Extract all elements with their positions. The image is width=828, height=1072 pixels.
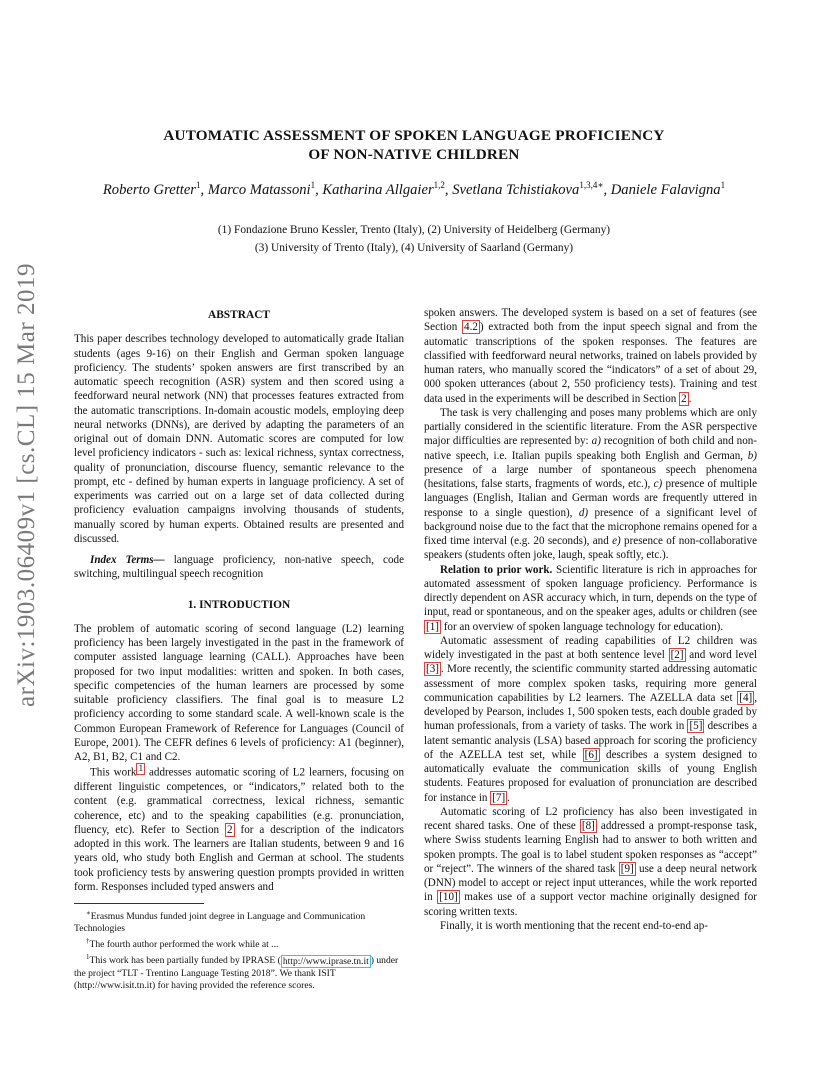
citation-link[interactable]: [3] [426, 663, 439, 676]
affiliation-line-2: (3) University of Trento (Italy), (4) University of Saarland (Germany) [254, 242, 574, 254]
paper-title [100, 126, 728, 164]
abstract-text: This paper describes technology developed to automatically grade Italian students (ages 9-16) on their English and German spoken language proficiency. The students’ spoken answers are first transcribed by an automatic speech recognition (ASR) system and then scored using a feedforward neural network (NN) that processes features extracted from the automatic transcriptions. In-domain acoustic models, employing deep neural networks (DNNs), are derived by adapting the parameters of an original out of domain DNN. Automatic scores are computed for low level proficiency indicators - such as: lexical richness, syntax correctness, quality of pronunciation, discourse fluency, semantic relevance to the prompt, etc - defined by human experts in language proficiency. A set of experiments was carried out on a large set of data collected during proficiency evaluation campaigns involving thousands of students, manually scored by human experts. Obtained results are presented and discussed. [74, 333, 404, 545]
footnote-2: †The fourth author performed the work while at ... [86, 937, 279, 951]
footnote-link[interactable]: 1 [138, 764, 144, 775]
intro-paragraph-1: The problem of automatic scoring of second language (L2) learning proficiency has been largely investigated in the past in the framework of computer assisted language learning (CALL). Approaches have been proposed for two input modalities: written and spoken. In both cases, specific competencies of the human learners are processed by some suitable proficiency classifiers. The final goal is to measure L2 proficiency according to some standard scale. A well-known scale is the Common European Framework of Reference for Languages (Council of Europe, 2001). The CEFR defines 6 levels of proficiency: A1 (beginner), A2, B1, B2, C1 and C2. [74, 622, 404, 763]
section-ref-link[interactable]: 2 [681, 392, 687, 405]
affiliations [120, 221, 708, 257]
right-column [424, 306, 757, 933]
arxiv-id-text: arXiv:1903.06409v1 [cs.CL] 15 Mar 2019 [13, 263, 40, 707]
citation-link[interactable]: [8] [581, 820, 595, 832]
author-list [60, 180, 768, 199]
author: Roberto Gretter$^1$, [102, 180, 208, 198]
author: Svetlana Tchistiakova$^{1,3,4∗}$, [452, 180, 611, 198]
citation-link[interactable]: [10] [439, 891, 458, 904]
right-paragraph-4: Automatic assessment of reading capabilities of L2 children was widely investigated in the past at both sentence level [2] and word level [3] . More recently, the scientific community started addressing automatic assessment of more complex spoken tasks, requiring more general communication capabilities by L2 learners. The AZELLA data set [4] , developed by Pearson, includes 1, 500 spoken tests, each double graded by human professionals, from a variety of tasks. The work in [5] describes a latent semantic analysis (LSA) based approach for scoring the proficiency of the AZELLA test set, while [6] describes a system designed to automatically evaluate the communication skills of young English students. Features proposed for evaluation of pronunciation are described for instance in [7] . [424, 634, 757, 804]
section-ref-link[interactable]: 2 [227, 823, 233, 836]
footnote-1: ∗Erasmus Mundus funded joint degree in Language and Communication Technologies [74, 909, 366, 935]
citation-link[interactable]: [1] [426, 620, 439, 633]
title-line-1: AUTOMATIC ASSESSMENT OF SPOKEN LANGUAGE PROFICIENCY [163, 127, 665, 144]
author: Marco Matassoni$^1$, [207, 180, 323, 198]
section-ref-link[interactable]: 4.2 [464, 321, 478, 334]
left-column [74, 308, 404, 894]
index-terms-text: language proficiency, non-native speech, code switching, multilingual speech recognition [74, 554, 405, 581]
intro-paragraph-2: This work $^1$ addresses automatic scoring of L2 learners, focusing on different linguistic competences, or “indicators,” related both to the content (e.g. grammatical correctness, lexical richness, semantic coherence, etc) and to the speaking capabilities (e.g. pronunciation, fluency, etc). Refer to Section 2 for a description of the indicators adopted in this work. The learners are Italian students, between 9 and 16 years old, who study both English and German at school. The students took proficiency tests by answering question prompts provided in written form. Responses included typed answers and [74, 764, 405, 893]
citation-link[interactable]: [4] [739, 691, 753, 704]
prior-work-label: Relation to prior work. [440, 563, 553, 576]
iprase-url-link[interactable]: http://www.iprase.tn.it [282, 955, 369, 967]
citation-link[interactable]: [5] [689, 720, 703, 733]
author: Daniele Falavigna$^1$ [610, 180, 726, 198]
title-line-2: OF NON-NATIVE CHILDREN [308, 146, 520, 163]
right-paragraph-6: Finally, it is worth mentioning that the recent end-to-end ap- [440, 919, 708, 932]
right-paragraph-2: The task is very challenging and poses many problems which are only partially considered in the scientific literature. From the ASR perspective major difficulties are represented by: a) recognition of both child and non-native speech, i.e. Italian pupils speaking both English and German, b) presence of a large number of spontaneous speech phenomena (hesitations, false starts, fragments of words, etc.), c) presence of multiple languages (English, Italian and German words are frequently uttered in response to a single question), d) presence of a significant level of background noise due to the fact that the microphone remains opened for a fixed time interval (e.g. 20 seconds), and e) presence of non-collaborative speakers (students often joke, laugh, speak softly, etc.). [424, 406, 757, 562]
author: Katharina Allgaier$^{1,2}$, [322, 180, 453, 198]
citation-link[interactable]: [6] [584, 748, 598, 761]
right-paragraph-1: spoken answers. The developed system is based on a set of features (see Section 4.2 ) extracted both from the input speech signal and from the automatic transcriptions of the spoken responses. The features are classified with feedforward neural networks, trained on labels provided by human raters, who manually scored the “indicators” of a set of about 29, 000 spoken utterances (about 2, 550 proficiency tests). Training and test data used in the experiments will be described in Section 2 . [424, 307, 757, 405]
footnote-3: $^1$This work has been partially funded by IPRASE ( http://www.iprase.tn.it ) under the project “TLT - Trentino Language Testing 2018”. We thank ISIT (http://www.isit.tn.it) for having provided the reference scores. [74, 953, 399, 991]
index-terms-label: Index Terms— [90, 554, 165, 566]
introduction-heading: 1. INTRODUCTION [187, 598, 291, 611]
abstract-heading: ABSTRACT [207, 309, 271, 321]
index-terms [74, 553, 404, 582]
footnote-rule [74, 903, 204, 904]
right-paragraph-3: Relation to prior work. Scientific literature is rich in approaches for automated assessment of spoken language proficiency. Performance is directly dependent on ASR accuracy which, in turn, depends on the type of input, read or spontaneous, and on the speaker ages, adults or children (see [1] for an overview of spoken language technology for education). [424, 563, 757, 633]
right-paragraph-5: Automatic scoring of L2 proficiency has also been investigated in recent shared tasks. One of these [8] addressed a prompt-response task, where Swiss students learning English had to answer to both written and spoken prompts. The goal is to label student spoken responses as “accept” or “reject”. The winners of the shared task [9] use a deep neural network (DNN) model to accept or reject input utterances, while the work reported in [10] makes use of a support vector machine originally designed for scoring written texts. [424, 805, 758, 918]
citation-link[interactable]: [2] [670, 649, 684, 661]
citation-link[interactable]: [7] [492, 791, 506, 804]
citation-link[interactable]: [9] [620, 862, 634, 875]
affiliation-line-1: (1) Fondazione Bruno Kessler, Trento (Italy), (2) University of Heidelberg (Germany) [217, 224, 611, 236]
arxiv-identifier-stamp [2, 263, 52, 707]
footnotes [74, 907, 404, 992]
